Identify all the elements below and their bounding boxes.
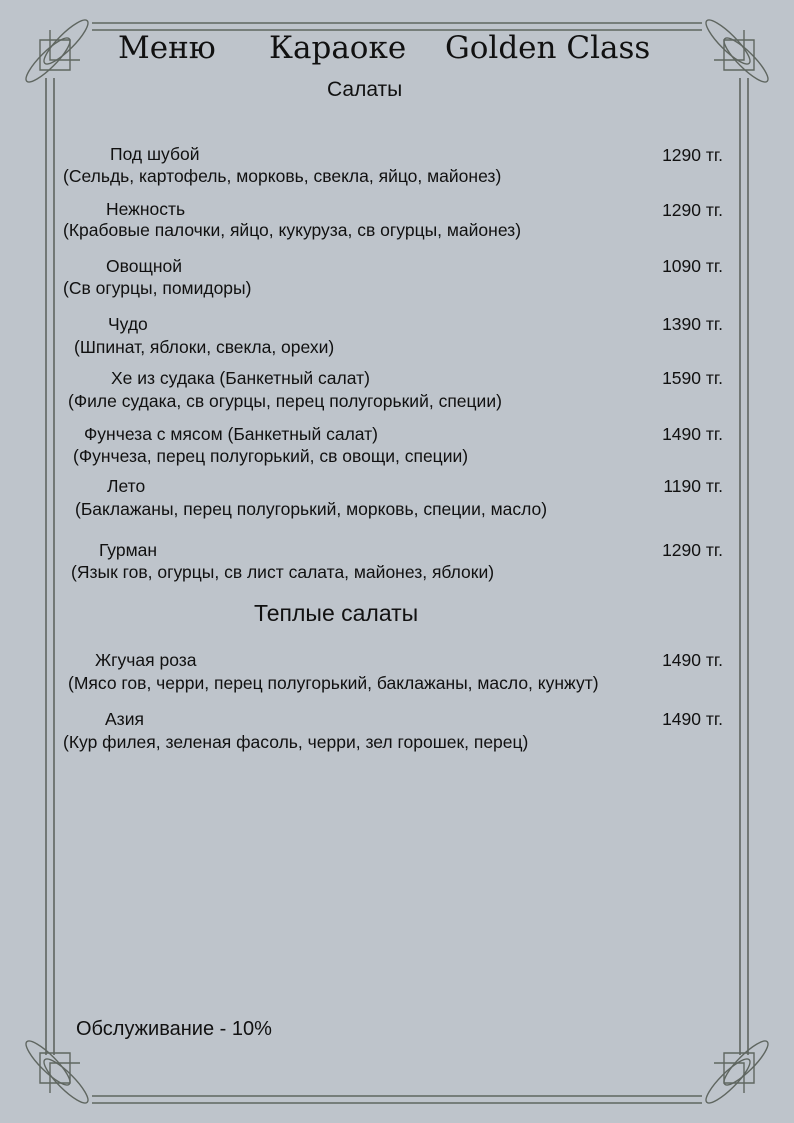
menu-item-description: (Язык гов, огурцы, св лист салата, майонез, яблоки) bbox=[71, 562, 495, 582]
menu-item-description: (Кур филея, зеленая фасоль, черри, зел горошек, перец) bbox=[63, 732, 529, 752]
menu-item-name: Фунчеза с мясом (Банкетный салат) bbox=[84, 424, 378, 444]
menu-item-name: Гурман bbox=[99, 540, 158, 560]
menu-item-description: (Сельдь, картофель, морковь, свекла, яйцо, майонез) bbox=[63, 166, 502, 186]
menu-item-name: Чудо bbox=[108, 314, 148, 334]
menu-item-name: Овощной bbox=[106, 256, 183, 276]
menu-item-price: 1490 тг. bbox=[662, 709, 723, 729]
menu-item-price: 1190 тг. bbox=[663, 476, 723, 496]
corner-ornament-bottom-left-icon bbox=[21, 1036, 93, 1108]
menu-item-price: 1090 тг. bbox=[662, 256, 723, 276]
menu-item-description: (Шпинат, яблоки, свекла, орехи) bbox=[74, 337, 335, 357]
menu-item-price: 1490 тг. bbox=[662, 424, 723, 444]
menu-item-price: 1290 тг. bbox=[662, 200, 723, 220]
menu-item-description: (Крабовые палочки, яйцо, кукуруза, св огурцы, майонез) bbox=[63, 220, 522, 240]
menu-item-price: 1290 тг. bbox=[662, 540, 723, 560]
menu-item-name: Азия bbox=[105, 709, 144, 729]
header-brand: Golden Class bbox=[445, 30, 651, 66]
header-menu: Меню bbox=[118, 30, 216, 66]
corner-ornament-bottom-right-icon bbox=[701, 1036, 773, 1108]
menu-item-name: Под шубой bbox=[110, 144, 200, 164]
menu-item-name: Хе из судака (Банкетный салат) bbox=[111, 368, 370, 388]
header-karaoke: Караоке bbox=[269, 30, 407, 66]
menu-item-price: 1590 тг. bbox=[662, 368, 723, 388]
menu-item-name: Лето bbox=[107, 476, 146, 496]
service-charge-note: Обслуживание - 10% bbox=[76, 1018, 272, 1040]
menu-item-name: Нежность bbox=[106, 199, 186, 219]
menu-item-price: 1490 тг. bbox=[662, 650, 723, 670]
page-header bbox=[0, 30, 794, 74]
menu-item-description: (Фунчеза, перец полугорький, св овощи, специи) bbox=[73, 446, 469, 466]
section-title-salads: Салаты bbox=[327, 78, 403, 101]
menu-item-price: 1290 тг. bbox=[662, 145, 723, 165]
menu-item-name: Жгучая роза bbox=[95, 650, 197, 670]
section-title-warm-salads: Теплые салаты bbox=[254, 600, 419, 626]
menu-item-description: (Баклажаны, перец полугорький, морковь, специи, масло) bbox=[75, 499, 548, 519]
menu-item-description: (Мясо гов, черри, перец полугорький, баклажаны, масло, кунжут) bbox=[68, 673, 599, 693]
menu-item-price: 1390 тг. bbox=[662, 314, 723, 334]
menu-item-description: (Св огурцы, помидоры) bbox=[63, 278, 252, 298]
menu-item-description: (Филе судака, св огурцы, перец полугорький, специи) bbox=[68, 391, 502, 411]
